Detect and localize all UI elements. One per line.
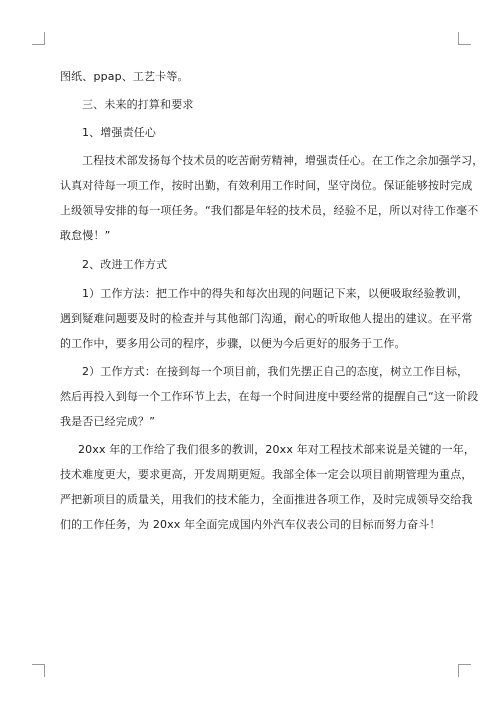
paragraph-line: 严把新项目的质量关，用我们的技术能力，全面推进各项工作，及时完成领导交给我 (60, 493, 473, 506)
crop-mark-bottom-left (32, 664, 45, 677)
paragraph-line: 敢怠慢！” (60, 229, 111, 242)
document-body (60, 64, 484, 537)
paragraph-line: 图纸、ppap、工艺卡等。 (60, 70, 189, 83)
paragraph-line: 2）工作方式：在接到每一个项目前，我们先摆正自己的态度，树立工作目标， (82, 365, 469, 378)
section-heading: 三、未来的打算和要求 (82, 98, 194, 111)
paragraph-line: 1）工作方法：把工作中的得失和每次出现的问题记下来，以便吸取经验教训， (82, 287, 469, 300)
subsection-heading: 1、增强责任心 (82, 126, 157, 139)
subsection-heading: 2、改进工作方式 (82, 258, 168, 271)
paragraph-line: 技术难度更大，要求更高，开发周期更短。我部全体一定会以项目前期管理为重点， (60, 468, 473, 481)
crop-mark-top-left (32, 32, 45, 45)
crop-mark-bottom-right (458, 664, 471, 677)
paragraph-line: 的工作中，要多用公司的程序，步骤，以便为今后更好的服务于工作。 (60, 337, 406, 350)
paragraph-line: 遇到疑难问题要及时的检查并与其他部门沟通，耐心的听取他人提出的建议。在平常 (60, 312, 473, 325)
crop-mark-top-right (458, 32, 471, 45)
paragraph-line: 认真对待每一项工作，按时出勤，有效利用工作时间，坚守岗位。保证能够按时完成 (60, 179, 473, 192)
paragraph-line: 20xx 年的工作给了我们很多的教训，20xx 年对工程技术部来说是关键的一年， (78, 443, 476, 456)
paragraph-line: 们的工作任务，为 20xx 年全面完成国内外汽车仪表公司的目标而努力奋斗！ (60, 518, 441, 531)
paragraph-line: 然后再投入到每一个工作环节上去，在每一个时间进度中要经常的提醒自己“这一阶段 (60, 390, 479, 403)
paragraph-line: 上级领导安排的每一项任务。“我们都是年轻的技术员，经验不足，所以对待工作毫不 (60, 204, 479, 217)
paragraph-line: 我是否已经完成？” (60, 415, 156, 428)
paragraph-line: 工程技术部发扬每个技术员的吃苦耐劳精神，增强责任心。在工作之余加强学习， (82, 154, 484, 167)
